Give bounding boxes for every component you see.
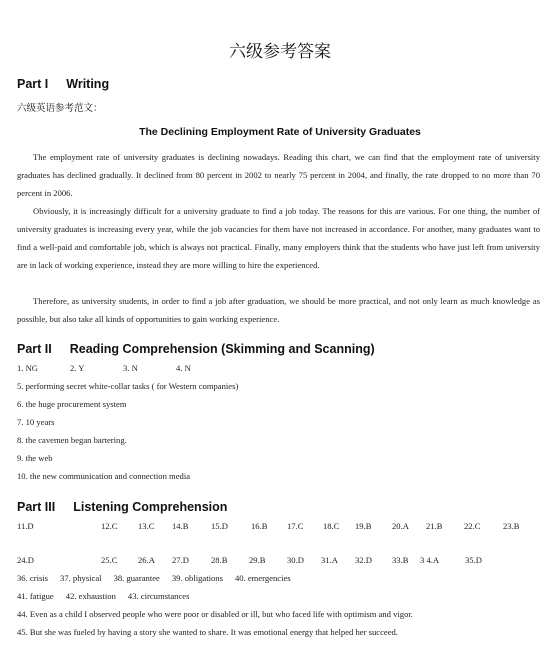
answer-item: 22.C bbox=[464, 521, 481, 531]
answer-item: 25.C bbox=[101, 555, 118, 565]
answer-item: 41. fatigue bbox=[17, 591, 54, 601]
answer-item: 2. Y bbox=[70, 363, 85, 373]
answer-item: 14.B bbox=[172, 521, 189, 531]
answer-item: 32.D bbox=[355, 555, 372, 565]
part-1-number: Part I bbox=[17, 77, 49, 91]
answer-item: 28.B bbox=[211, 555, 228, 565]
dictation-row-2 bbox=[17, 591, 201, 601]
answer-item: 12.C bbox=[101, 521, 118, 531]
answer-item: 30.D bbox=[287, 555, 304, 565]
part-3-number: Part III bbox=[17, 500, 56, 514]
answer-item: 38. guarantee bbox=[113, 573, 160, 583]
part-1-heading bbox=[17, 77, 109, 91]
answer-item: 24.D bbox=[17, 555, 34, 565]
answer-item: 36. crisis bbox=[17, 573, 49, 583]
part-3-heading bbox=[17, 500, 227, 514]
answer-item: 21.B bbox=[426, 521, 443, 531]
answer-item: 26.A bbox=[138, 555, 155, 565]
part-3-name: Listening Comprehension bbox=[73, 500, 228, 514]
page-title: 六级参考答案 bbox=[229, 42, 331, 62]
answer-item: 37. physical bbox=[60, 573, 102, 583]
part-2-number: Part II bbox=[17, 342, 52, 356]
answer-item: 23.B bbox=[503, 521, 520, 531]
answer-line: 5. performing secret white-collar tasks ( for Western companies) bbox=[17, 381, 239, 391]
listening-answers-row-1 bbox=[17, 521, 540, 535]
answer-line: 6. the huge procurement system bbox=[17, 399, 127, 409]
answer-item: 19.B bbox=[355, 521, 372, 531]
answer-item: 39. obligations bbox=[171, 573, 223, 583]
answer-line: 7. 10 years bbox=[17, 417, 55, 427]
answer-item: 20.A bbox=[392, 521, 409, 531]
part-1-name: Writing bbox=[66, 77, 110, 91]
answer-item: 13.C bbox=[138, 521, 155, 531]
answer-item: 4. N bbox=[176, 363, 191, 373]
dictation-sentence: 45. But she was fueled by having a story she wanted to share. It was emotional energy that helped her succeed. bbox=[17, 627, 398, 637]
dictation-sentence: 44. Even as a child I observed people who were poor or disabled or ill, but who faced life with optimism and vigor. bbox=[17, 609, 413, 619]
answer-item: 35.D bbox=[465, 555, 482, 565]
answer-line: 10. the new communication and connection media bbox=[17, 471, 191, 481]
answer-line: 9. the web bbox=[17, 453, 53, 463]
answer-item: 17.C bbox=[287, 521, 304, 531]
answer-item: 18.C bbox=[323, 521, 340, 531]
answer-item: 27.D bbox=[172, 555, 189, 565]
part-2-name: Reading Comprehension (Skimming and Scanning) bbox=[69, 342, 375, 356]
answer-item: 40. emergencies bbox=[234, 573, 291, 583]
essay-paragraph-2: Obviously, it is increasingly difficult for a university graduate to find a job today. The reasons for this are various. For one thing, the number of university graduates is increasing every year, while the job vacancies for them have not increased in accordance. For another, many graduates want to find a well-paid and comfortable job, which is always not practical. Finally, many employers think that the students who have just left from university are in lack of working experience, instead they are more willing to hire the experienced. bbox=[17, 206, 540, 270]
answer-item: 3. N bbox=[123, 363, 138, 373]
answer-item: 29.B bbox=[249, 555, 266, 565]
part-2-heading bbox=[17, 342, 375, 356]
answer-item: 16.B bbox=[251, 521, 268, 531]
answer-item: 1. NG bbox=[17, 363, 39, 373]
essay-paragraph-1: The employment rate of university graduates is declining nowadays. Reading this chart, we can find that the employment rate of university graduates has declined gradually. It declined from 80 percent in 2002 to nearly 75 percent in 2004, and finally, the rate dropped to no more than 70 percent in 2006. bbox=[17, 152, 540, 198]
answer-item: 3 4.A bbox=[420, 555, 440, 565]
answer-item: 11.D bbox=[17, 521, 34, 531]
listening-answers-row-2 bbox=[17, 555, 540, 569]
true-false-answers bbox=[17, 363, 229, 373]
essay-paragraph-3: Therefore, as university students, in order to find a job after graduation, we should be more practical, and not only learn as much knowledge as possible, but also take all kinds of opportunities to gain working experience. bbox=[17, 296, 540, 324]
answer-item: 42. exhaustion bbox=[65, 591, 116, 601]
essay-title: The Declining Employment Rate of University Graduates bbox=[139, 126, 421, 138]
answer-item: 43. circumstances bbox=[127, 591, 190, 601]
dictation-row-1 bbox=[17, 573, 303, 583]
answer-item: 31.A bbox=[321, 555, 338, 565]
answer-item: 15.D bbox=[211, 521, 228, 531]
answer-line: 8. the cavemen began bartering. bbox=[17, 435, 127, 445]
answer-item: 33.B bbox=[392, 555, 409, 565]
sample-essay-label: 六级英语参考范文： bbox=[17, 103, 103, 114]
